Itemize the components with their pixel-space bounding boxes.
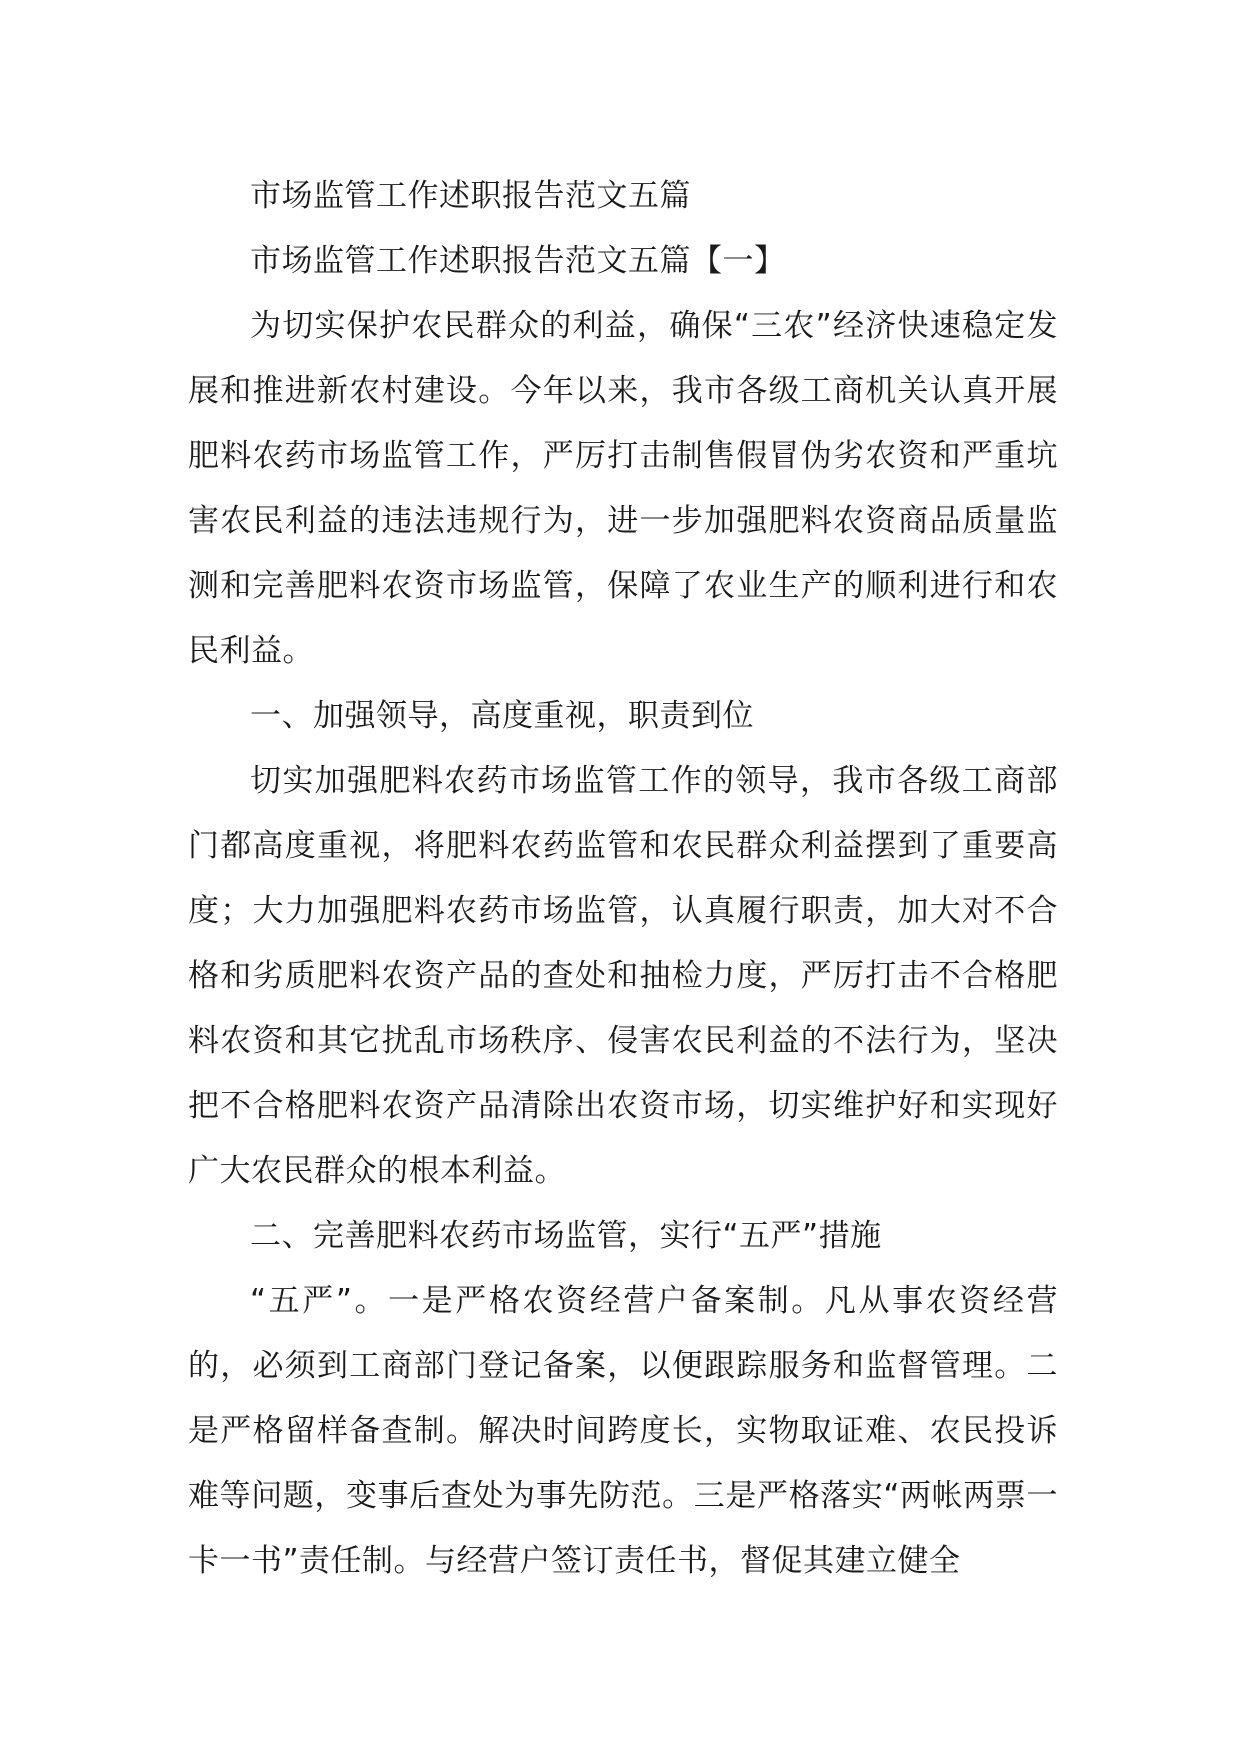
paragraph-intro: 为切实保护农民群众的利益，确保“三农”经济快速稳定发展和推进新农村建设。今年以来，我市各级工商机关认真开展肥料农药市场监管工作，严厉打击制售假冒伪劣农资和严重坑害农民利益的违法违规行为，进一步加强肥料农资商品质量监测和完善肥料农资市场监管，保障了农业生产的顺利进行和农民利益。 [188, 308, 1058, 669]
document-title: 市场监管工作述职报告范文五篇 [250, 178, 691, 214]
document-body [188, 164, 1058, 1594]
paragraph-section-1: 切实加强肥料农药市场监管工作的领导，我市各级工商部门都高度重视，将肥料农药监管和农民群众利益摆到了重要高度；大力加强肥料农药市场监管，认真履行职责，加大对不合格和劣质肥料农资产品的查处和抽检力度，严厉打击不合格肥料农资和其它扰乱市场秩序、侵害农民利益的不法行为，坚决把不合格肥料农资产品清除出农资市场，切实维护好和实现好广大农民群众的根本利益。 [188, 763, 1058, 1189]
section-heading-1: 一、加强领导，高度重视，职责到位 [250, 698, 754, 734]
document-subtitle: 市场监管工作述职报告范文五篇【一】 [250, 243, 786, 279]
paragraph-section-2: “五严”。一是严格农资经营户备案制。凡从事农资经营的，必须到工商部门登记备案，以便跟踪服务和监督管理。二是严格留样备查制。解决时间跨度长，实物取证难、农民投诉难等问题，变事后查处为事先防范。三是严格落实“两帐两票一卡一书”责任制。与经营户签订责任书，督促其建立健全 [188, 1283, 1058, 1579]
section-heading-2: 二、完善肥料农药市场监管，实行“五严”措施 [250, 1218, 882, 1254]
